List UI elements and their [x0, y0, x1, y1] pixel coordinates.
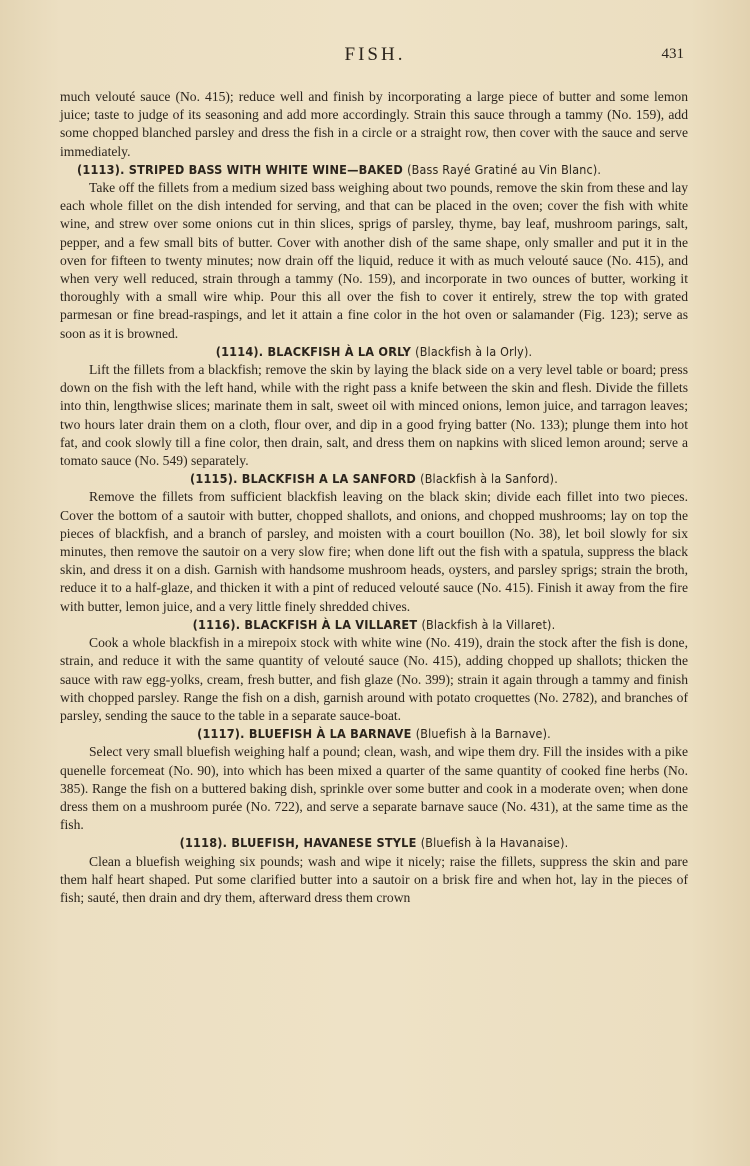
recipe-title: BLACKFISH A LA SANFORD	[241, 471, 416, 487]
recipe-body-1113: Take off the fillets from a medium sized bass weighing about two pounds, remove the skin from these and lay each whole fillet on the dish intended for serving, and that can be placed in the oven; cover the fish with white wine, and strew over some onions cut in thin slices, sprigs of parsley, thyme, bay leaf, mushroom parings, salt, pepper, and a few small bits of butter. Cover with another dish of the same shape, only smaller and put it in the oven for fifteen to twenty minutes; now drain off the liquid, reduce it with as much velouté sauce (No. 415), and when very well reduced, strain through a tammy (No. 159), and incorporate in two ounces of butter, working it thoroughly with a small wire whip. Pour this all over the fish to cover it entirely, strew the top with grated parmesan or fine bread-raspings, and let it attain a fine color in the hot oven or salamander (Fig. 123); serve as soon as it is browned.	[60, 180, 688, 341]
recipe-french-title: (Blackfish à la Villaret).	[421, 616, 556, 632]
recipe-title: BLUEFISH À LA BARNAVE	[248, 726, 412, 742]
recipe-number: (1117).	[197, 726, 245, 742]
recipe-title: STRIPED BASS WITH WHITE WINE—BAKED	[128, 161, 403, 177]
recipe-heading-1113	[60, 161, 688, 179]
recipe-number: (1115).	[190, 471, 238, 487]
recipe-body-1117: Select very small bluefish weighing half a pound; clean, wash, and wipe them dry. Fill the insides with a pike quenelle forcemeat (No. 90), into which has been mixed a quarter of the same quantity of cooked fine herbs (No. 385). Range the fish on a buttered baking dish, sprinkle over some butter and cook in a moderate oven; when done dress them on a mushroom purée (No. 722), and serve a separate barnave sauce (No. 431), at the same time as the fish.	[60, 744, 688, 833]
page-number: 431	[661, 46, 684, 62]
recipe-number: (1116).	[192, 616, 241, 632]
recipe-french-title: (Bass Rayé Gratiné au Vin Blanc).	[407, 161, 602, 177]
recipe-heading-1117	[60, 725, 688, 743]
running-title: FISH.	[344, 44, 406, 65]
recipe-number: (1113).	[77, 161, 125, 177]
recipe-number: (1114).	[215, 343, 264, 359]
recipe-french-title: (Blackfish à la Orly).	[415, 343, 533, 359]
recipe-body-1116: Cook a whole blackfish in a mirepoix stock with white wine (No. 419), drain the stock after the fish is done, strain, and reduce it with the same quantity of velouté sauce (No. 415), adding chopped up shallots; thicken the sauce with raw egg-yolks, cream, fresh butter, and fish glaze (No. 399); strain it again through a tammy and finish with chopped parsley. Range the fish on a dish, garnish around with potato croquettes (No. 2782), and branches of parsley, sending the sauce to the table in a separate sauce-boat.	[60, 635, 688, 723]
recipe-french-title: (Bluefish à la Havanaise).	[420, 835, 569, 851]
recipe-body-1118: Clean a bluefish weighing six pounds; wash and wipe it nicely; raise the fillets, suppress the skin and pare them half heart shaped. Put some clarified butter into a sautoir on a brisk fire and when hot, lay in the pieces of fish; sauté, then drain and dry them, afterward dress them crown	[60, 853, 688, 905]
recipe-title: BLACKFISH À LA ORLY	[267, 343, 411, 359]
recipe-title: BLACKFISH À LA VILLARET	[244, 616, 418, 632]
recipe-body-1114: Lift the fillets from a blackfish; remove the skin by laying the black side on a very level table or board; press down on the fish with the left hand, while with the right pass a knife between the skin and flesh. Divide the fillets into thin, lengthwise slices; marinate them in salt, sweet oil with minced onions, lemon juice, and tarragon leaves; two hours later drain them on a cloth, flour over, and dip in a good frying batter (No. 133); plunge them into hot fat, and cook slowly till a fine color, then drain, salt, and dress them on napkins with sliced lemon around; serve a tomato sauce (No. 549) separately.	[60, 362, 688, 469]
recipe-body-1115: Remove the fillets from sufficient blackfish leaving on the black skin; divide each fillet into two pieces. Cover the bottom of a sautoir with butter, chopped shallots, and onions, and chopped mushrooms; lay on top the pieces of blackfish, and a branch of parsley, and moisten with a court bouillon (No. 38), let boil slowly for six minutes, then remove the sautoir on a very slow fire; when done lift out the fish with a spatula, suppress the black skin, and dress it on a dish. Garnish with handsome mushroom heads, oysters, and parsley sprigs; strain the broth, reduce it to a half-glaze, and thicken it with a pint of reduced velouté sauce (No. 415). Finish it away from the fire with butter, lemon juice, and a very little finely shredded chives.	[60, 489, 688, 614]
recipe-french-title: (Blackfish à la Sanford).	[420, 471, 558, 487]
recipe-heading-1116	[60, 616, 688, 634]
recipe-heading-1118	[60, 834, 688, 852]
running-head	[0, 44, 750, 68]
intro-paragraph: much velouté sauce (No. 415); reduce well and finish by incorporating a large piece of butter and some lemon juice; taste to judge of its seasoning and add more accordingly. Strain this sauce through a tammy (No. 159), add some chopped blanched parsley and dress the fish in a circle or a straight row, then cover with the sauce and serve immediately.	[60, 89, 688, 159]
recipe-title: BLUEFISH, HAVANESE STYLE	[231, 835, 417, 851]
recipe-heading-1114	[60, 343, 688, 361]
page-content	[60, 88, 688, 907]
recipe-heading-1115	[60, 470, 688, 488]
recipe-number: (1118).	[179, 835, 228, 851]
recipe-french-title: (Bluefish à la Barnave).	[415, 726, 551, 742]
